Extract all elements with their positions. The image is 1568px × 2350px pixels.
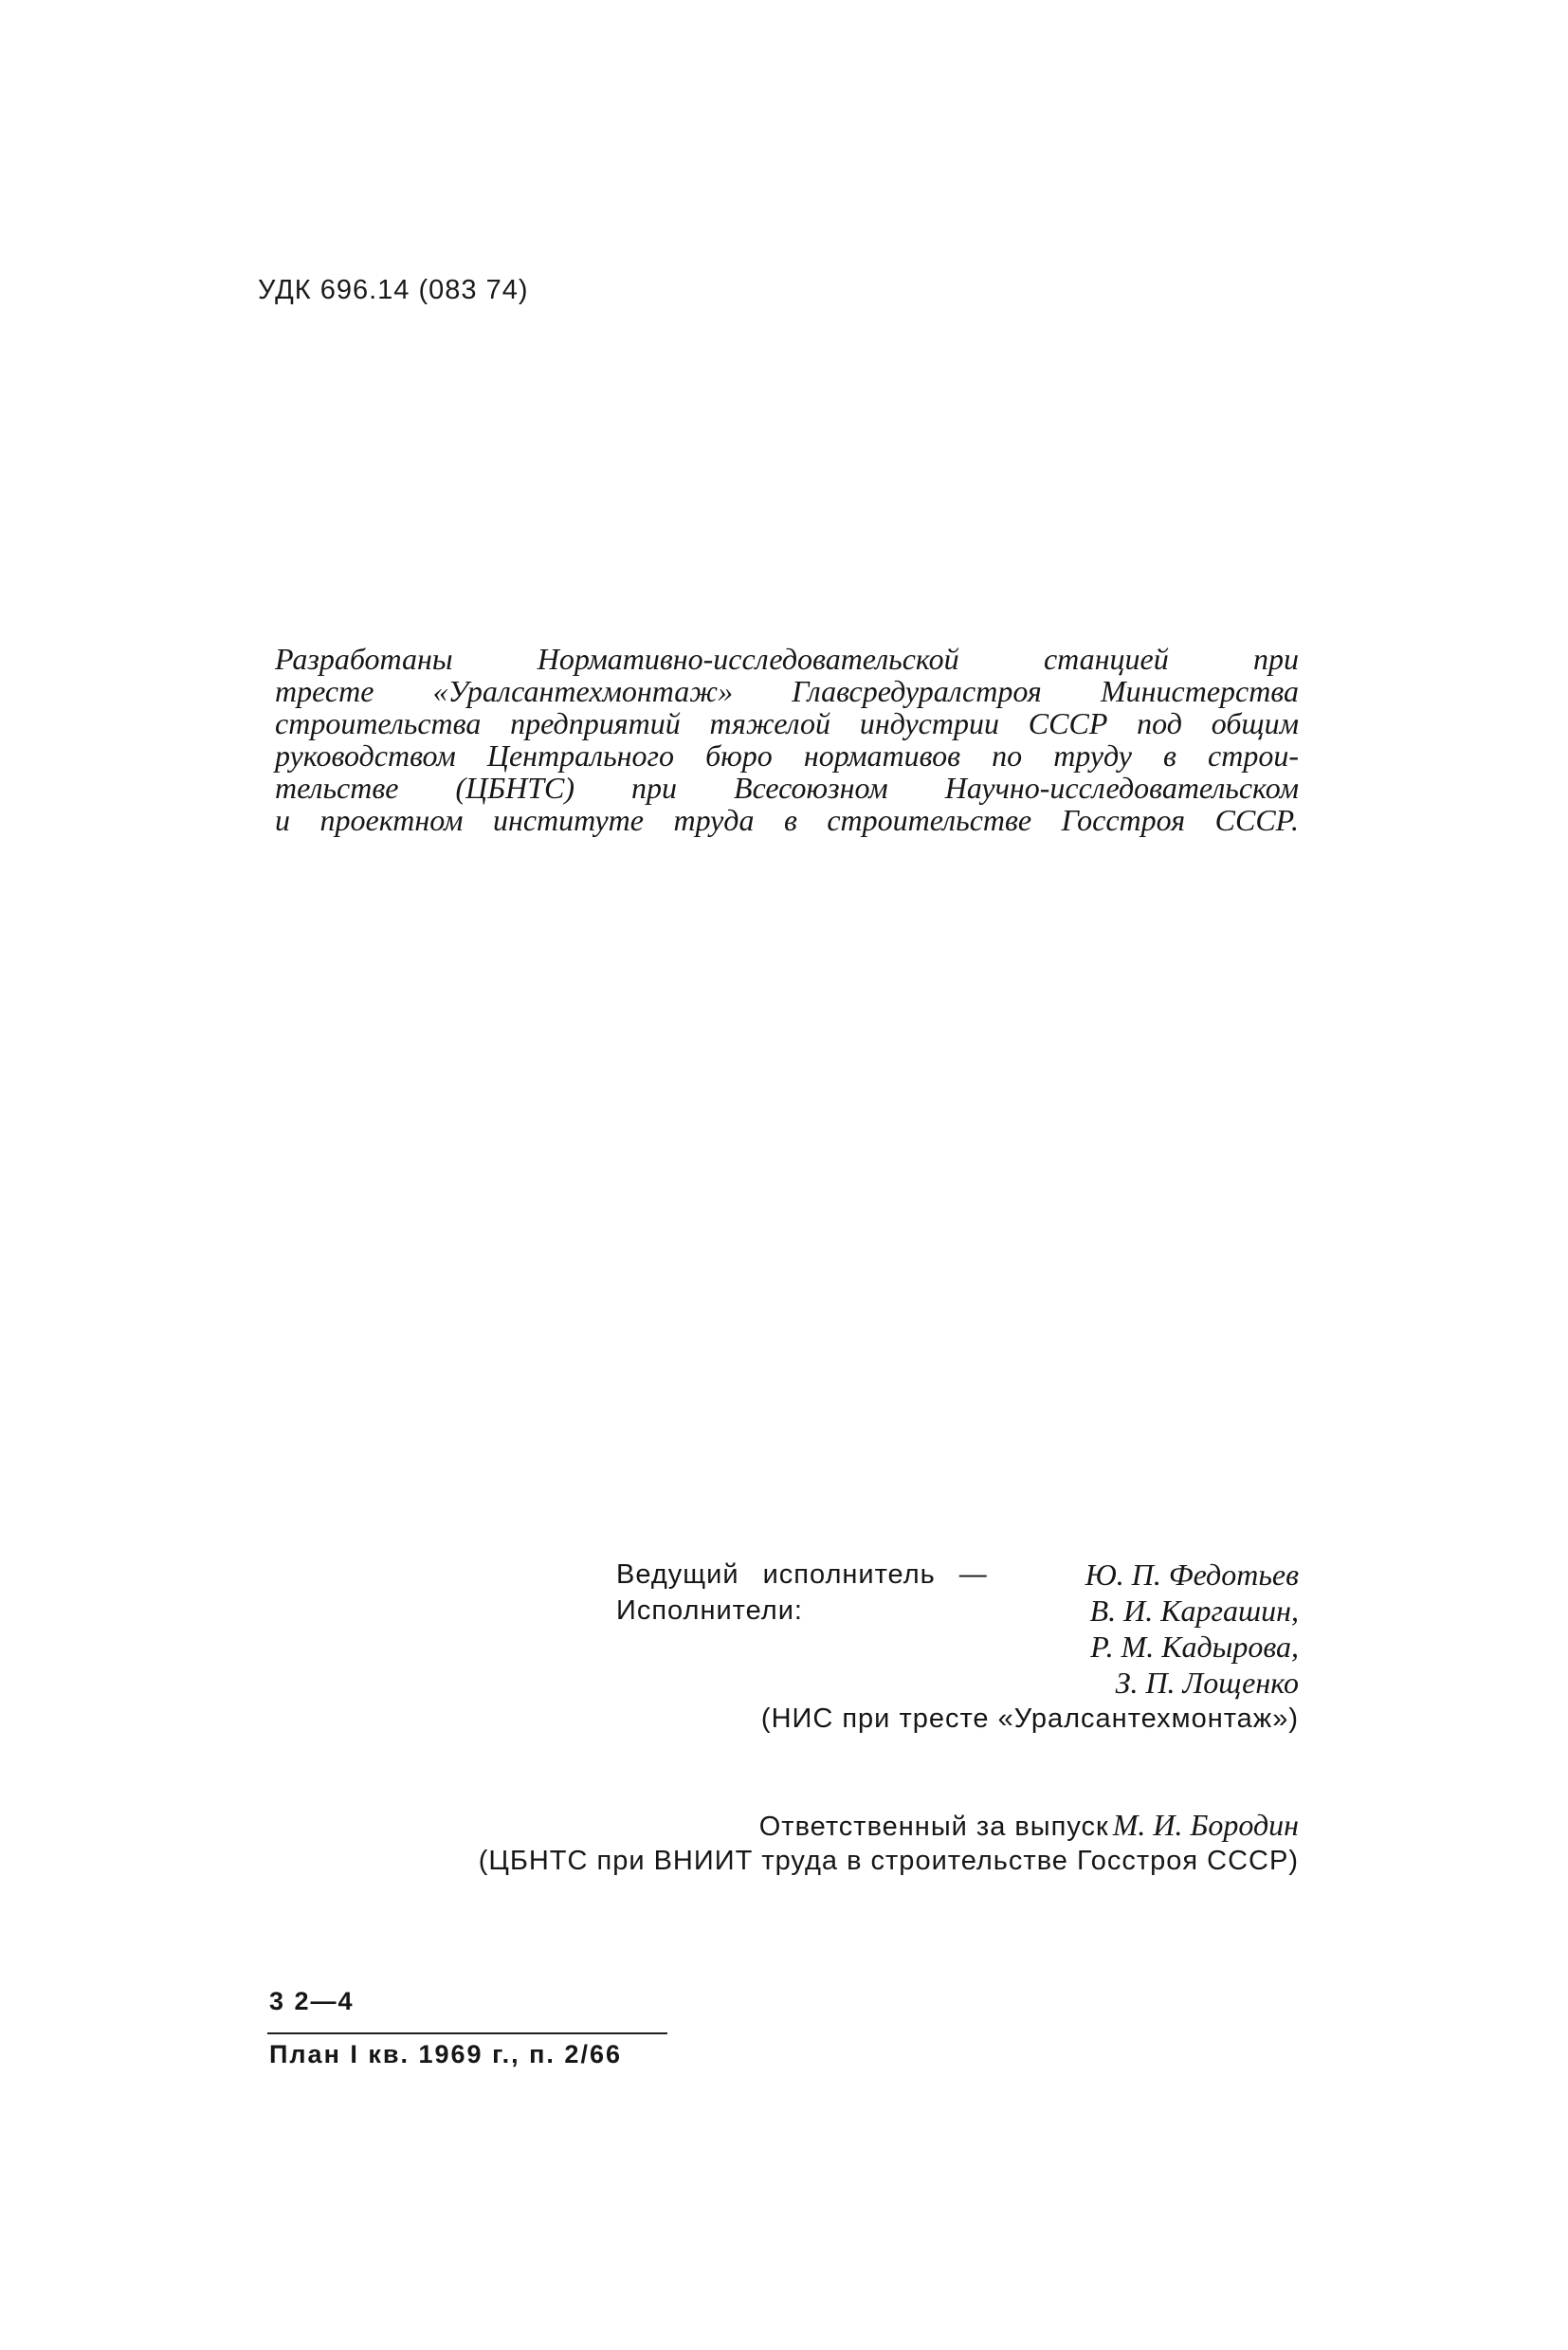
executor-row	[616, 1629, 1299, 1665]
imprint-divider	[267, 2032, 667, 2034]
lead-executor-name: Ю. П. Федотьев	[1085, 1558, 1299, 1592]
publication-code: 3 2—4	[269, 1987, 355, 2015]
executors-label: Исполнители:	[616, 1595, 803, 1626]
lead-executor-row	[616, 1557, 1299, 1593]
responsible-row	[284, 1807, 1299, 1843]
credits-line: тельстве (ЦБНТС) при Всесоюзном Научно-исследовательском	[275, 771, 1299, 805]
credits-line: руководством Центрального бюро нормативов по труду в строи-	[275, 738, 1299, 773]
responsible-organization: (ЦБНТС при ВНИИТ труда в строительстве Госстроя СССР)	[478, 1846, 1299, 1876]
credits-line: Разработаны Нормативно-исследовательской станцией при	[275, 642, 1299, 676]
lead-executor-label: Ведущий исполнитель —	[616, 1559, 988, 1590]
credits-line: тресте «Уралсантехмонтаж» Главсредуралстроя Министерства	[275, 674, 1299, 708]
responsible-block	[284, 1807, 1299, 1879]
credits-line: и проектном институте труда в строительстве Госстроя СССР.	[275, 803, 1299, 837]
credits-line: строительства предприятий тяжелой индустрии СССР под общим	[275, 706, 1299, 740]
publication-plan: План I кв. 1969 г., п. 2/66	[269, 2040, 622, 2068]
executor-row	[616, 1593, 1299, 1629]
executor-row	[616, 1665, 1299, 1701]
staff-block	[616, 1557, 1299, 1737]
developer-credits-paragraph	[275, 643, 1299, 836]
executors-organization: (НИС при тресте «Уралсантехмонтаж»)	[760, 1703, 1299, 1734]
executor-name: З. П. Лощенко	[1115, 1666, 1299, 1700]
executor-name: Р. М. Кадырова,	[1090, 1630, 1299, 1664]
executor-name: В. И. Каргашин,	[1089, 1594, 1299, 1628]
responsible-label: Ответственный за выпуск	[758, 1812, 1109, 1842]
responsible-name: М. И. Бородин	[1112, 1808, 1299, 1842]
udk-classification: УДК 696.14 (083 74)	[258, 275, 529, 305]
organization-row	[616, 1701, 1299, 1737]
